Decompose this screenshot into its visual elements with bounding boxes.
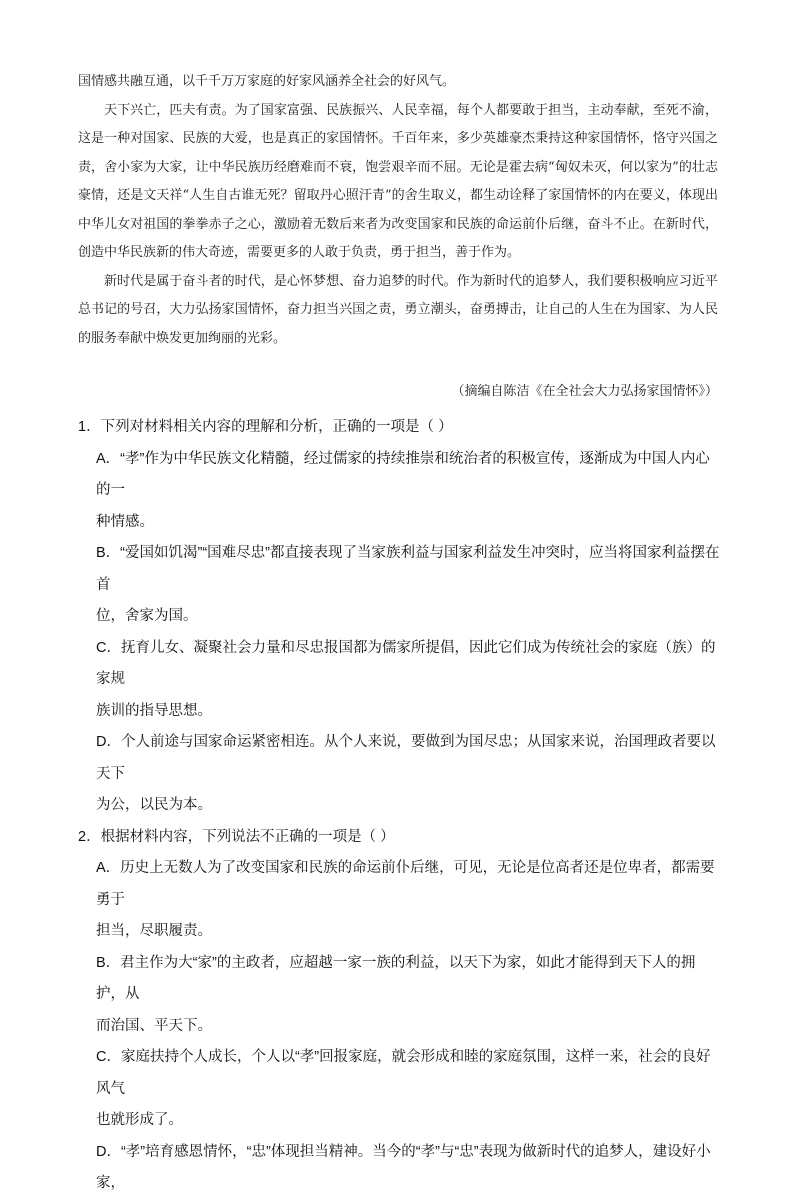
option-text: D．个人前途与国家命运紧密相连。从个人来说，要做到为国尽忠；从国家来说，治国理政者要以天下 (96, 734, 716, 782)
passage-paragraph-3: 新时代是属于奋斗者的时代，是心怀梦想、奋力追梦的时代。作为新时代的追梦人，我们要积极响应习近平总书记的号召，大力弘扬家国情怀，奋力担当兴国之责，勇立潮头，奋勇搏击，让自己的人生在为国家、为人民的服务奉献中焕发更加绚丽的光彩。 (78, 273, 718, 346)
option-text-continued: 也就形成了。 (96, 1112, 183, 1128)
question-stem: 2．根据材料内容，下列说法不正确的一项是（ ） (78, 828, 395, 845)
option-text: A．“孝”作为中华民族文化精髓，经过儒家的持续推崇和统治者的积极宣传，逐渐成为中国人内心的一 (96, 450, 710, 498)
option-text: A．历史上无数人为了改变国家和民族的命运前仆后继，可见，无论是位高者还是位卑者，都需要勇于 (96, 860, 715, 908)
option-text-continued: 为公，以民为本。 (96, 797, 212, 813)
option-c[interactable] (78, 633, 723, 728)
option-text-continued: 族训的指导思想。 (96, 702, 212, 719)
option-a[interactable] (78, 853, 723, 948)
option-d[interactable] (78, 727, 723, 822)
passage-paragraph-2: 天下兴亡，匹夫有责。为了国家富强、民族振兴、人民幸福，每个人都要敢于担当，主动奉献，至死不渝，这是一种对国家、民族的大爱，也是真正的家国情怀。千百年来，多少英雄豪杰秉持这种家国情怀，恪守兴国之责，舍小家为大家，让中华民族历经磨难而不衰，饱尝艰辛而不屈。无论是霍去病“匈奴未灭，何以家为”的壮志豪情，还是文天祥“人生自古谁无死？留取丹心照汗青”的舍生取义，都生动诠释了家国情怀的内在要义，体现出中华儿女对祖国的拳拳赤子之心，激励着无数后来者为改变国家和民族的命运前仆后继，奋斗不止。在新时代，创造中华民族新的伟大奇迹，需要更多的人敢于负责，勇于担当，善于作为。 (78, 102, 718, 260)
option-text-continued: 位，舍家为国。 (96, 608, 198, 624)
option-text-continued: 种情感。 (96, 513, 154, 530)
option-text: B．“爱国如饥渴”“国难尽忠”都直接表现了当家族利益与国家利益发生冲突时，应当将国家利益摆在首 (96, 545, 720, 593)
option-text: B．君主作为大“家”的主政者，应超越一家一族的利益，以天下为家，如此才能得到天下人的拥护，从 (96, 954, 696, 1002)
option-text-continued: 而治国、平天下。 (96, 1017, 212, 1034)
question-list (78, 412, 723, 1200)
option-text: C．抚育儿女、凝聚社会力量和尽忠报国都为儒家所提倡，因此它们成为传统社会的家庭（族）的家规 (96, 639, 716, 687)
option-d[interactable] (78, 1137, 723, 1200)
option-text: D．“孝”培育感恩情怀，“忠”体现担当精神。当今的“孝”与“忠”表现为做新时代的追梦人，建设好小家， (96, 1143, 711, 1191)
question-1 (78, 412, 723, 822)
option-b[interactable] (78, 948, 723, 1043)
option-text-continued: 担当，尽职履责。 (96, 923, 212, 939)
passage-paragraph-1: 国情感共融互通，以千千万万家庭的好家风涵养全社会的好风气。 (78, 74, 456, 89)
question-stem: 1．下列对材料相关内容的理解和分析，正确的一项是（ ） (78, 419, 453, 435)
option-c[interactable] (78, 1042, 723, 1137)
question-2 (78, 822, 723, 1200)
reading-passage (78, 68, 718, 353)
option-b[interactable] (78, 538, 723, 633)
option-text: C．家庭扶持个人成长，个人以“孝”回报家庭，就会形成和睦的家庭氛围，这样一来，社会的良好风气 (96, 1049, 711, 1097)
option-a[interactable] (78, 444, 723, 539)
passage-source: （摘编自陈洁《在全社会大力弘扬家国情怀》） (451, 384, 718, 399)
